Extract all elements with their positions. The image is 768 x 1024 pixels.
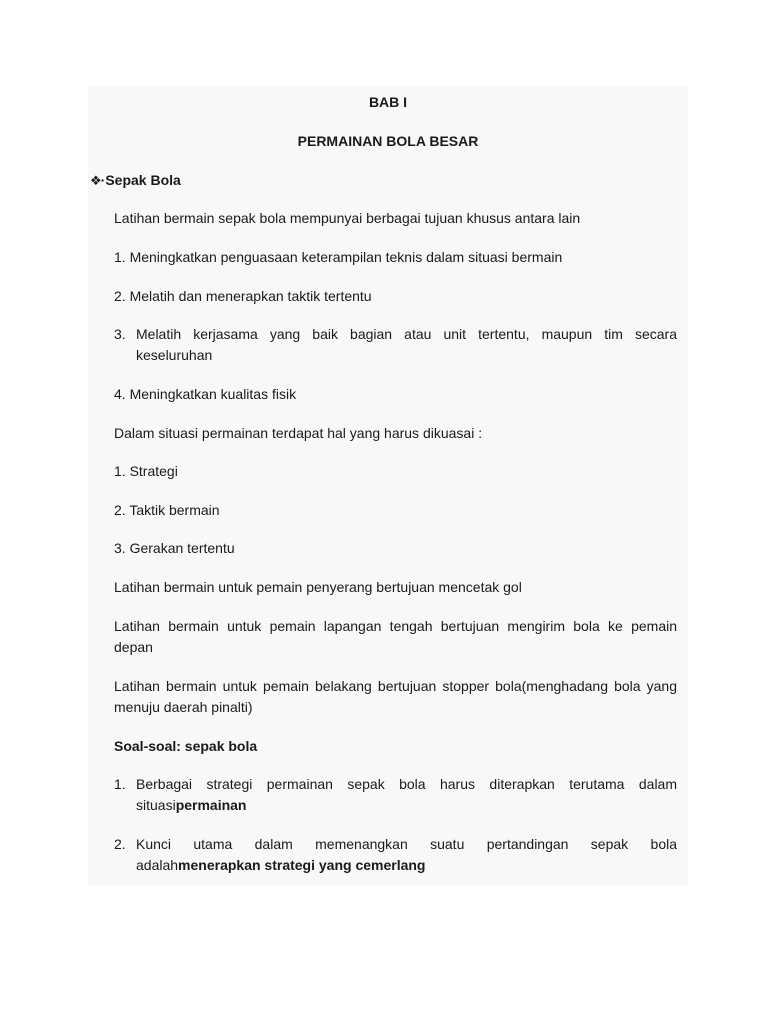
midfielder-line1: Latihan bermain untuk pemain lapangan tengah bertujuan mengirim bola ke pemain (114, 618, 677, 634)
quiz-question-2-line2 (136, 855, 425, 876)
section-heading-text: ·Sepak Bola (100, 172, 181, 188)
defender-line1: Latihan bermain untuk pemain belakang bertujuan stopper bola(menghadang bola yang (114, 678, 677, 694)
section-heading (90, 170, 181, 191)
quiz-heading: Soal-soal: sepak bola (114, 738, 258, 754)
mastery-item-1: 1. Strategi (114, 463, 178, 479)
quiz-question-1-number: 1. (114, 776, 126, 792)
mastery-item-3: 3. Gerakan tertentu (114, 540, 235, 556)
goal-item-3-line1: Melatih kerjasama yang baik bagian atau unit tertentu, maupun tim secara (136, 326, 677, 342)
chapter-label: BAB I (368, 94, 408, 110)
goal-item-2: 2. Melatih dan menerapkan taktik tertentu (114, 288, 372, 304)
attacker-paragraph: Latihan bermain untuk pemain penyerang bertujuan mencetak gol (114, 579, 522, 595)
quiz-question-2-lead: adalah (136, 857, 179, 873)
intro-paragraph: Latihan bermain sepak bola mempunyai berbagai tujuan khusus antara lain (114, 210, 581, 226)
midfielder-line2: depan (114, 639, 153, 655)
quiz-question-2-answer: menerapkan strategi yang cemerlang (178, 857, 426, 873)
goal-item-4: 4. Meningkatkan kualitas fisik (114, 386, 297, 402)
quiz-question-1-lead: situasi (136, 797, 176, 813)
quiz-question-2-number: 2. (114, 836, 126, 852)
quiz-question-1-line1: Berbagai strategi permainan sepak bola harus diterapkan terutama dalam (136, 776, 677, 792)
goal-item-3-line2: keseluruhan (136, 347, 213, 363)
four-diamond-bullet-icon: ❖ (90, 173, 101, 188)
mastery-intro: Dalam situasi permainan terdapat hal yang harus dikuasai : (114, 425, 483, 441)
quiz-question-1-answer: permainan (175, 797, 247, 813)
chapter-title: PERMAINAN BOLA BESAR (297, 133, 479, 149)
quiz-question-2-line1: Kunci utama dalam memenangkan suatu pertandingan sepak bola (136, 836, 677, 852)
defender-line2: menuju daerah pinalti) (114, 699, 253, 715)
goal-item-3-number: 3. (114, 326, 126, 342)
goal-item-1: 1. Meningkatkan penguasaan keterampilan teknis dalam situasi bermain (114, 249, 563, 265)
quiz-question-1-line2 (136, 795, 247, 816)
mastery-item-2: 2. Taktik bermain (114, 502, 220, 518)
